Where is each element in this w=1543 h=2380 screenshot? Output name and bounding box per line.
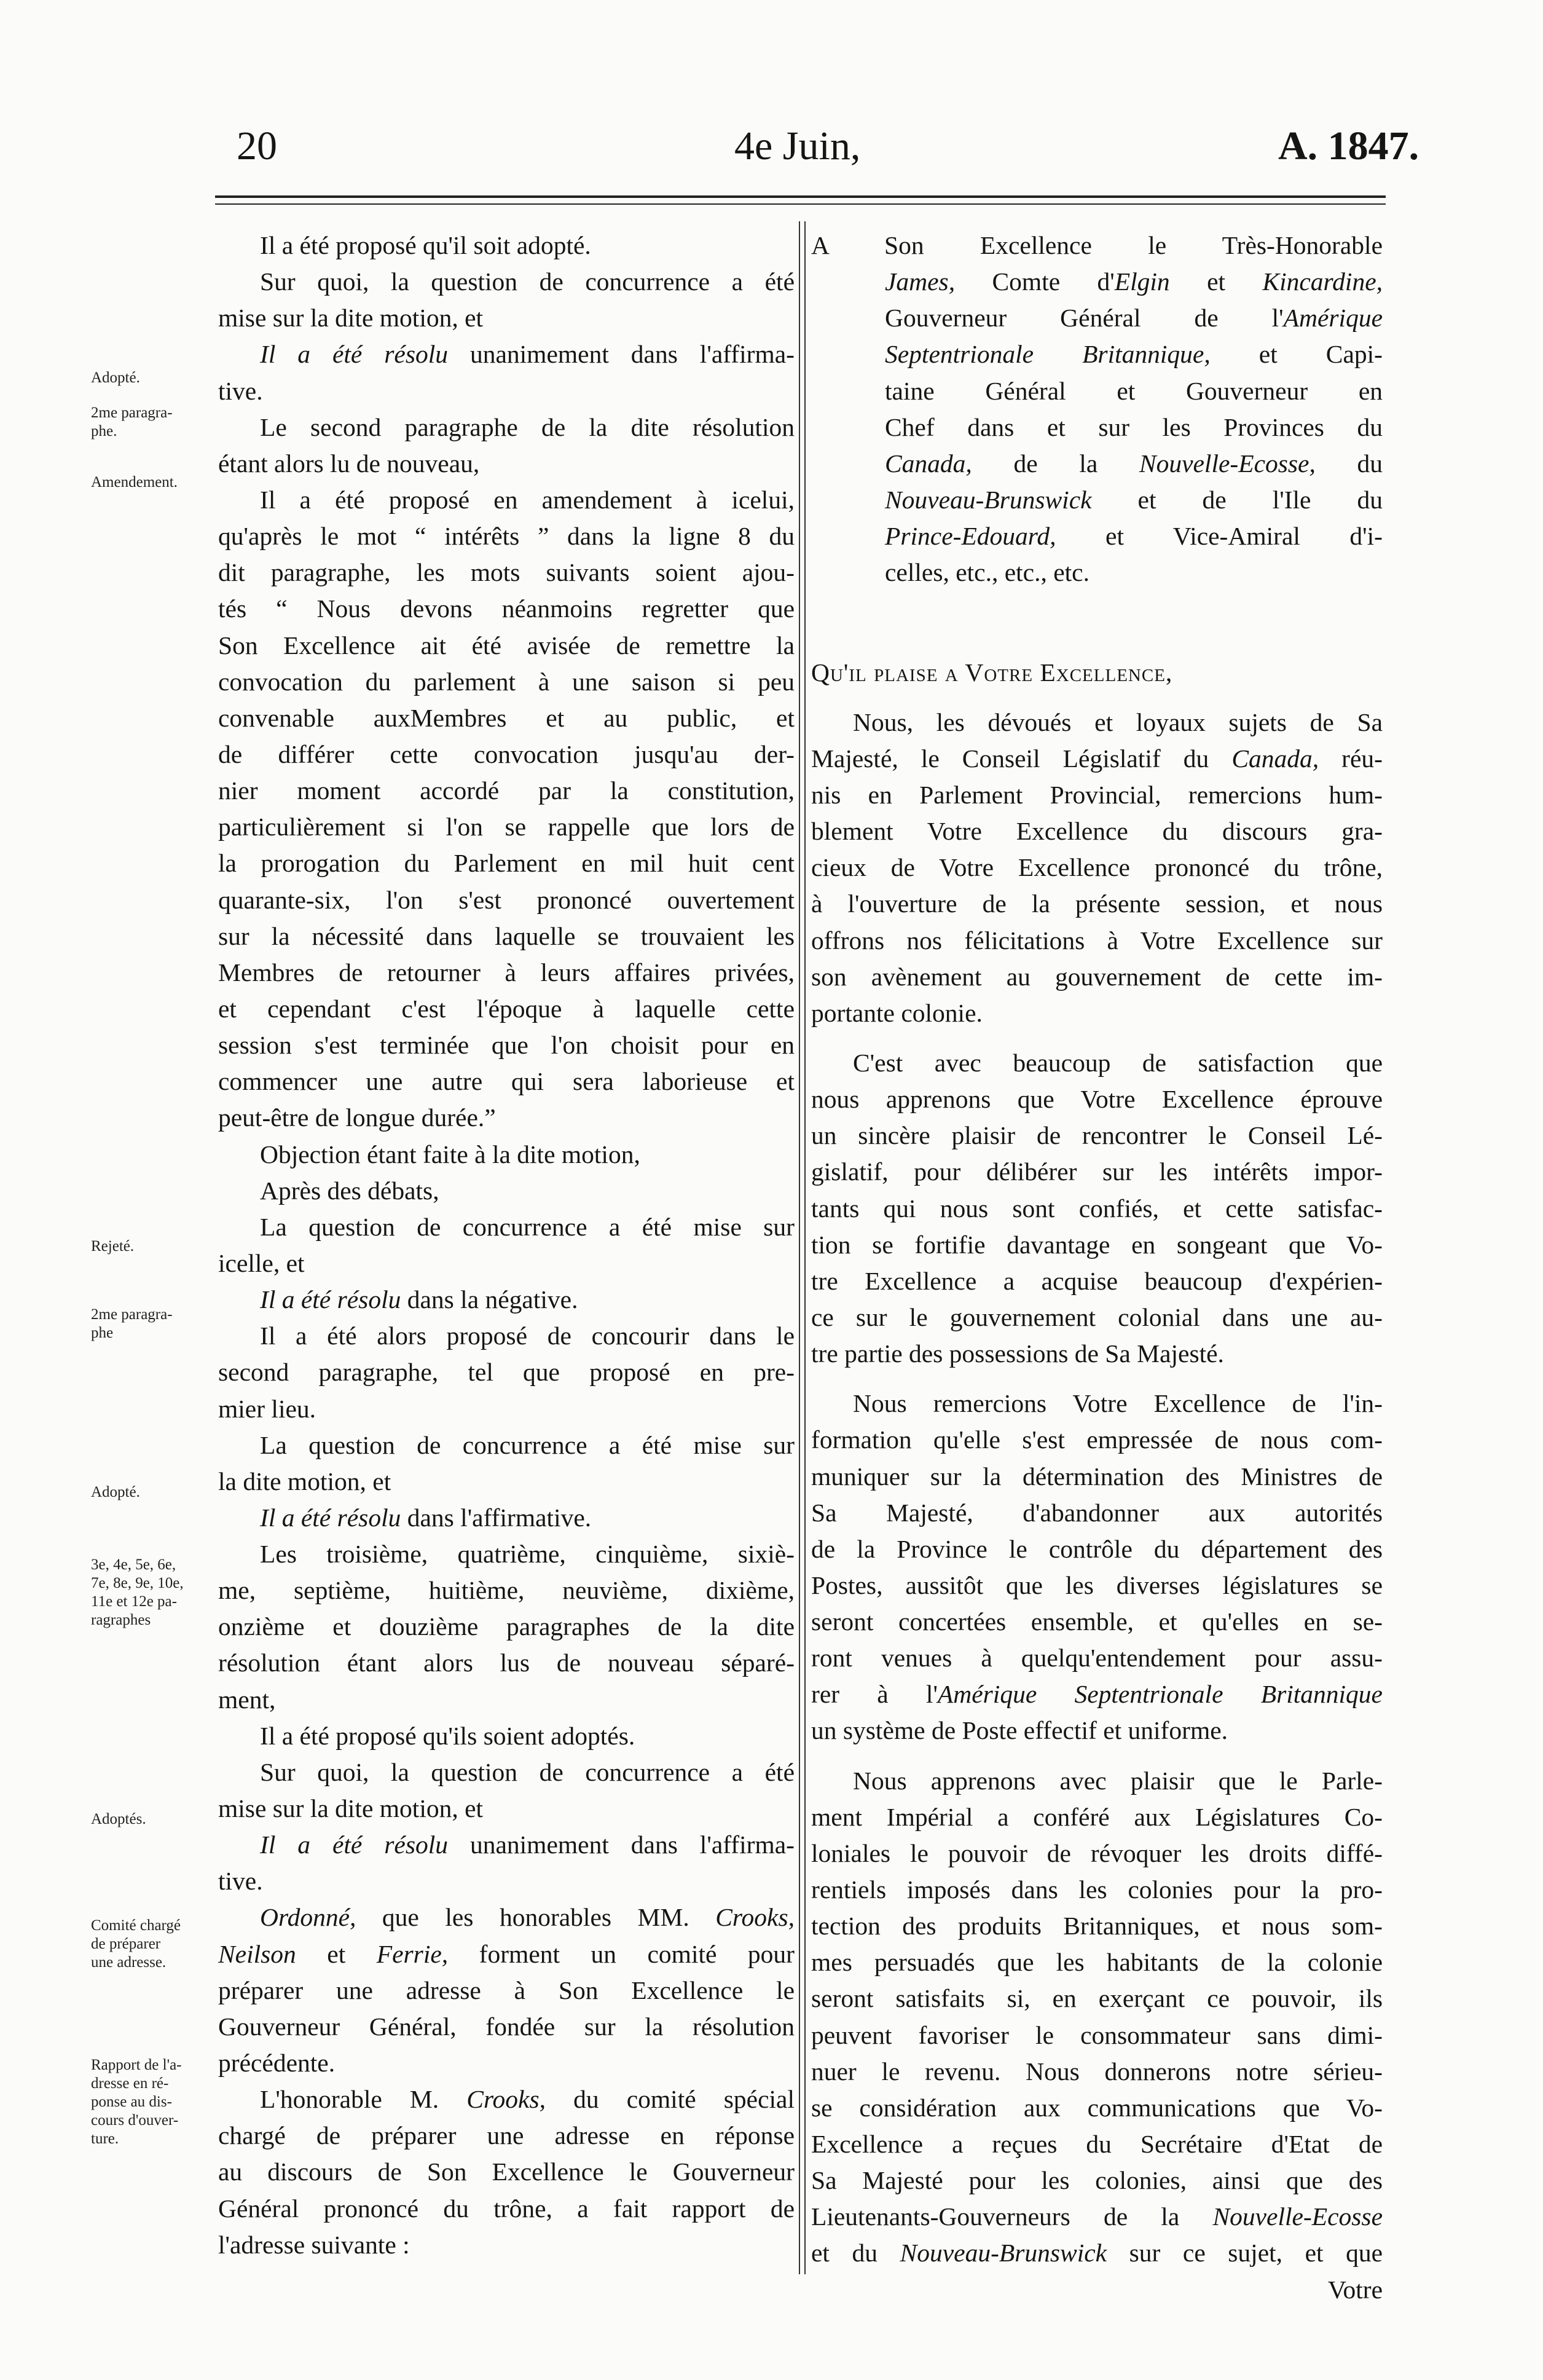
- right-column-line: tection des produits Britanniques, et nous som-: [811, 1912, 1383, 1941]
- margin-note-line: une adresse.: [91, 1954, 167, 1971]
- right-column-line: Postes, aussitôt que les diverses législatures se: [811, 1570, 1383, 1599]
- left-column-line: particulièrement si l'on se rappelle que lors de: [218, 813, 795, 841]
- right-column-line: et du Nouveau-Brunswick sur ce sujet, et que: [811, 2239, 1383, 2268]
- right-column-line: nuer le revenu. Nous donnerons notre sérieu-: [811, 2057, 1383, 2086]
- column-divider-2: [804, 221, 806, 2274]
- left-column-line: sur la nécessité dans laquelle se trouvaient les: [218, 921, 795, 950]
- right-column-line: formation qu'elle s'est empressée de nous com-: [811, 1425, 1383, 1454]
- left-column-line: Le second paragraphe de la dite résolution: [260, 412, 795, 441]
- right-column-line: son avènement au gouvernement de cette im-: [811, 962, 1383, 991]
- margin-note-line: Adopté.: [91, 369, 140, 386]
- right-column-line: Gouverneur Général de l'Amérique: [885, 304, 1383, 333]
- left-column-line: Après des débats,: [260, 1176, 439, 1205]
- right-column-line: taine Général et Gouverneur en: [885, 376, 1383, 405]
- left-column-line: Ordonné, que les honorables MM. Crooks,: [260, 1903, 795, 1932]
- right-column-line: Prince-Edouard, et Vice-Amiral d'i-: [885, 522, 1383, 551]
- margin-note-line: ponse au dis-: [91, 2094, 172, 2110]
- left-column-line: tive.: [218, 376, 263, 405]
- margin-note-line: ragraphes: [91, 1612, 151, 1628]
- left-column-line: Il a été résolu unanimement dans l'affirma-: [260, 1830, 795, 1859]
- right-column-line: Canada, de la Nouvelle-Ecosse, du: [885, 449, 1383, 478]
- margin-note-line: Adopté.: [91, 1484, 140, 1500]
- left-column-line: Membres de retourner à leurs affaires privées,: [218, 958, 795, 987]
- left-column-line: tés “ Nous devons néanmoins regretter que: [218, 594, 795, 623]
- left-column-line: Sur quoi, la question de concurrence a été: [260, 267, 795, 296]
- margin-note-line: 2me paragra-: [91, 404, 173, 421]
- right-column-line: un système de Poste effectif et uniforme.: [811, 1716, 1228, 1745]
- left-column-line: l'adresse suivante :: [218, 2230, 410, 2259]
- right-column-line: loniales le pouvoir de révoquer les droits diffé-: [811, 1838, 1383, 1867]
- right-column-line: Votre: [1327, 2275, 1383, 2304]
- right-column-line: Chef dans et sur les Provinces du: [885, 412, 1383, 441]
- left-column-line: Son Excellence ait été avisée de remettre la: [218, 631, 795, 660]
- margin-note-line: phe: [91, 1325, 114, 1341]
- left-column-line: Général prononcé du trône, a fait rapport de: [218, 2194, 795, 2223]
- left-column-line: dit paragraphe, les mots suivants soient ajou-: [218, 558, 795, 587]
- margin-note-line: Rapport de l'a-: [91, 2057, 182, 2073]
- left-column-line: Gouverneur Général, fondée sur la résolution: [218, 2012, 795, 2041]
- left-column-line: ment,: [218, 1685, 276, 1714]
- left-column-line: mier lieu.: [218, 1394, 316, 1423]
- margin-note-amendement: [91, 473, 178, 492]
- margin-note-line: phe.: [91, 423, 117, 439]
- right-column-line: gislatif, pour délibérer sur les intérêts impor-: [811, 1157, 1383, 1186]
- left-column-line: mise sur la dite motion, et: [218, 304, 484, 333]
- right-column-line: Nous apprenons avec plaisir que le Parle-: [853, 1766, 1383, 1795]
- margin-note-line: de préparer: [91, 1936, 161, 1952]
- right-column-line: rentiels imposés dans les colonies pour la pro-: [811, 1875, 1383, 1904]
- left-column-line: Il a été alors proposé de concourir dans le: [260, 1322, 795, 1350]
- left-column-line: second paragraphe, tel que proposé en pre-: [218, 1358, 795, 1387]
- column-divider: [799, 221, 800, 2274]
- margin-note-line: 7e, 8e, 9e, 10e,: [91, 1575, 184, 1591]
- left-column-line: précédente.: [218, 2049, 336, 2078]
- left-column-line: mise sur la dite motion, et: [218, 1794, 484, 1823]
- right-column-line: celles, etc., etc., etc.: [885, 558, 1090, 587]
- left-column-line: résolution étant alors lus de nouveau séparé-: [218, 1649, 795, 1677]
- right-column-line: C'est avec beaucoup de satisfaction que: [853, 1048, 1383, 1077]
- right-column-line: Septentrionale Britannique, et Capi-: [885, 340, 1383, 369]
- left-column-line: commencer une autre qui sera laborieuse et: [218, 1067, 795, 1096]
- right-column-line: nous apprenons que Votre Excellence éprouve: [811, 1085, 1383, 1114]
- header-rule: [215, 195, 1386, 198]
- right-column-line: Sa Majesté pour les colonies, ainsi que des: [811, 2166, 1383, 2195]
- margin-note-line: 2me paragra-: [91, 1306, 173, 1323]
- right-column-line: se considération aux communications que Vo-: [811, 2093, 1383, 2122]
- left-column-line: la dite motion, et: [218, 1467, 391, 1495]
- right-column-line: Nouveau-Brunswick et de l'Ile du: [885, 485, 1383, 514]
- margin-note-line: Rejeté.: [91, 1238, 135, 1255]
- right-column-line: tion se fortifie davantage en songeant que Vo-: [811, 1230, 1383, 1259]
- right-column-line: Excellence a reçues du Secrétaire d'Etat de: [811, 2130, 1383, 2159]
- left-column-line: quarante-six, l'on s'est prononcé ouvertement: [218, 885, 795, 914]
- left-column-line: Neilson et Ferrie, forment un comité pour: [218, 1939, 795, 1968]
- left-column: [218, 227, 795, 2263]
- right-column-line: Lieutenants-Gouverneurs de la Nouvelle-Ecosse: [811, 2202, 1383, 2231]
- left-column-line: Il a été résolu unanimement dans l'affirma-: [260, 340, 795, 369]
- right-column-line: Nous, les dévoués et loyaux sujets de Sa: [853, 707, 1383, 736]
- margin-note-rejete: [91, 1237, 134, 1256]
- right-column-line: cieux de Votre Excellence prononcé du trône,: [811, 853, 1383, 882]
- right-column-line: portante colonie.: [811, 998, 983, 1027]
- margin-note-line: 11e et 12e pa-: [91, 1593, 177, 1610]
- margin-note-adopte-1: [91, 369, 140, 387]
- right-column-line: mes persuadés que les habitants de la colonie: [811, 1948, 1383, 1977]
- margin-note-adoptes: [91, 1810, 146, 1829]
- left-column-line: de différer cette convocation jusqu'au der-: [218, 739, 795, 768]
- margin-note-line: dresse en ré-: [91, 2075, 169, 2092]
- left-column-line: Objection étant faite à la dite motion,: [260, 1140, 640, 1168]
- left-column-line: Il a été résolu dans la négative.: [260, 1285, 578, 1314]
- right-column-line: muniquer sur la détermination des Ministres de: [811, 1462, 1383, 1491]
- left-column-line: convenable auxMembres et au public, et: [218, 703, 795, 732]
- left-column-line: Il a été proposé qu'ils soient adoptés.: [260, 1721, 635, 1750]
- margin-note-line: Amendement.: [91, 474, 178, 491]
- margin-note-adopte-2: [91, 1483, 140, 1502]
- left-column-line: La question de concurrence a été mise sur: [260, 1212, 795, 1241]
- right-column-line: à l'ouverture de la présente session, et nous: [811, 889, 1383, 918]
- left-column-line: qu'après le mot “ intérêts ” dans la ligne 8 du: [218, 522, 795, 551]
- left-column-line: icelle, et: [218, 1248, 305, 1277]
- right-column: [811, 227, 1383, 2308]
- right-column-line: tre Excellence a acquise beaucoup d'expérien-: [811, 1266, 1383, 1295]
- left-column-line: Les troisième, quatrième, cinquième, sixiè-: [260, 1540, 795, 1569]
- right-column-line: offrons nos félicitations à Votre Excellence sur: [811, 926, 1383, 955]
- left-column-line: chargé de préparer une adresse en réponse: [218, 2121, 795, 2150]
- left-column-line: L'honorable M. Crooks, du comité spécial: [260, 2085, 795, 2114]
- left-column-line: Sur quoi, la question de concurrence a été: [260, 1757, 795, 1786]
- right-column-line: A Son Excellence le Très-Honorable: [811, 231, 1383, 259]
- right-column-line: Nous remercions Votre Excellence de l'in-: [853, 1389, 1383, 1418]
- left-column-line: la prorogation du Parlement en mil huit cent: [218, 849, 795, 878]
- right-column-line: ront venues à quelqu'entendement pour assu-: [811, 1644, 1383, 1673]
- margin-note-line: cours d'ouver-: [91, 2112, 179, 2129]
- left-column-line: session s'est terminée que l'on choisit pour en: [218, 1031, 795, 1060]
- right-column-line: ce sur le gouvernement colonial dans une au-: [811, 1302, 1383, 1331]
- right-column-line: Sa Majesté, d'abandonner aux autorités: [811, 1498, 1383, 1527]
- right-column-line: seront satisfaits si, en exerçant ce pouvoir, ils: [811, 1984, 1383, 2013]
- page-year: A. 1847.: [1278, 124, 1419, 168]
- margin-note-line: 3e, 4e, 5e, 6e,: [91, 1556, 176, 1573]
- right-column-line: Majesté, le Conseil Législatif du Canada, réu-: [811, 744, 1383, 773]
- right-column-line: tants qui nous sont confiés, et cette satisfac-: [811, 1194, 1383, 1223]
- left-column-line: et cependant c'est l'époque à laquelle cette: [218, 994, 795, 1023]
- right-column-line: rer à l'Amérique Septentrionale Britannique: [811, 1680, 1383, 1709]
- left-column-line: Il a été proposé qu'il soit adopté.: [260, 231, 591, 259]
- left-column-line: tive.: [218, 1867, 263, 1896]
- left-column-line: La question de concurrence a été mise sur: [260, 1430, 795, 1459]
- margin-note-paragraphes: [91, 1556, 184, 1629]
- left-column-line: Il a été proposé en amendement à icelui,: [260, 485, 795, 514]
- right-column-line: tre partie des possessions de Sa Majesté.: [811, 1339, 1224, 1368]
- margin-note-2me-paragraphe-1: [91, 404, 173, 441]
- right-column-line: blement Votre Excellence du discours gra-: [811, 817, 1383, 846]
- left-column-line: nier moment accordé par la constitution,: [218, 776, 795, 805]
- page-date: 4e Juin,: [734, 124, 861, 168]
- right-column-line: ment Impérial a conféré aux Législatures Co-: [811, 1802, 1383, 1831]
- left-column-line: peut-être de longue durée.”: [218, 1103, 496, 1132]
- margin-note-comite: [91, 1917, 181, 1972]
- left-column-line: me, septième, huitième, neuvième, dixième,: [218, 1576, 795, 1605]
- margin-note-line: Comité chargé: [91, 1917, 181, 1934]
- margin-note-line: ture.: [91, 2130, 119, 2147]
- left-column-line: onzième et douzième paragraphes de la dite: [218, 1612, 795, 1641]
- right-column-line: nis en Parlement Provincial, remercions hum-: [811, 780, 1383, 809]
- left-column-line: Il a été résolu dans l'affirmative.: [260, 1503, 592, 1532]
- margin-note-line: Adoptés.: [91, 1811, 146, 1827]
- header-rule-thin: [215, 203, 1386, 205]
- right-column-line: James, Comte d'Elgin et Kincardine,: [885, 267, 1383, 296]
- left-column-line: préparer une adresse à Son Excellence le: [218, 1976, 795, 2004]
- margin-note-2me-paragraphe-2: [91, 1306, 173, 1342]
- left-column-line: étant alors lu de nouveau,: [218, 449, 480, 478]
- right-column-line: de la Province le contrôle du département des: [811, 1534, 1383, 1563]
- left-column-line: convocation du parlement à une saison si peu: [218, 667, 795, 696]
- page-number: 20: [237, 124, 277, 168]
- right-column-line: peuvent favoriser le consommateur sans dimi-: [811, 2020, 1383, 2049]
- right-column-line: [811, 604, 1383, 640]
- margin-note-rapport: [91, 2056, 182, 2148]
- right-column-line: Qu'il plaise a Votre Excellence,: [811, 658, 1173, 687]
- right-column-line: un sincère plaisir de rencontrer le Conseil Lé-: [811, 1121, 1383, 1150]
- left-column-line: au discours de Son Excellence le Gouverneur: [218, 2157, 795, 2186]
- right-column-line: seront concertées ensemble, et qu'elles en se-: [811, 1607, 1383, 1636]
